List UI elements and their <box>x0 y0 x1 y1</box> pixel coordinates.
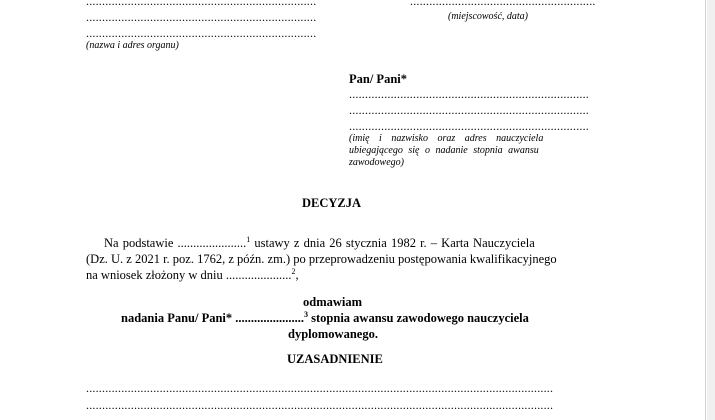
verdict-line-2 <box>121 312 529 325</box>
verdict-line-3: dyplomowanego. <box>288 327 378 341</box>
footnote-ref-3: 3 <box>304 310 309 319</box>
organ-caption: (nazwa i adres organu) <box>86 40 179 51</box>
page-edge <box>705 0 706 420</box>
addressee-caption-line-2: ubiegającego się o nadanie stopnia awansu <box>349 145 539 156</box>
verdict-degree-text: stopnia awansu zawodowego nauczyciela <box>308 311 529 325</box>
act-name-text: ustawy z dnia 26 stycznia 1982 r. – Karta Nauczyciela <box>250 236 535 250</box>
decision-paragraph-line-2: (Dz. U. z 2021 r. poz. 1762, z późn. zm.) po przeprowadzeniu postępowania kwalifikacyjnego <box>86 252 557 266</box>
legal-basis-text: Na podstawie ...................... <box>104 236 247 250</box>
addressee-title: Pan/ Pani* <box>349 72 407 86</box>
place-date-dots: .......................................................... <box>410 0 596 8</box>
addressee-caption-line-1: (imię i nazwisko oraz adres nauczyciela <box>349 133 544 144</box>
footnote-ref-1: 1 <box>246 235 251 244</box>
window-gutter <box>707 0 715 420</box>
addressee-caption-line-3: zawodowego) <box>349 157 404 168</box>
justification-dots-line-2: .................................................................................................................................................. <box>86 398 554 412</box>
footnote-ref-2: 2 <box>291 267 296 276</box>
verdict-grant-text: nadania Panu/ Pani* ...................... <box>121 311 305 325</box>
comma-text: , <box>295 268 299 282</box>
organ-dots-line-3: ........................................................................ <box>86 26 317 40</box>
organ-dots-line-2: ........................................................................ <box>86 10 317 24</box>
decision-paragraph-line-1 <box>104 237 535 250</box>
organ-dots-line-1: ........................................................................ <box>86 0 317 8</box>
addressee-dots-line-3: ........................................................................... <box>349 119 589 133</box>
decision-paragraph-line-3 <box>86 269 299 282</box>
place-date-caption: (miejscowość, data) <box>448 11 528 22</box>
addressee-dots-line-2: ........................................................................... <box>349 103 589 117</box>
application-date-text: na wniosek złożony w dniu ..................... <box>86 268 292 282</box>
justification-heading: UZASADNIENIE <box>287 352 383 366</box>
decision-heading: DECYZJA <box>302 196 362 210</box>
justification-dots-line-1: .................................................................................................................................................. <box>86 381 554 395</box>
addressee-dots-line-1: ........................................................................... <box>349 87 589 101</box>
verdict-refuse: odmawiam <box>303 295 363 309</box>
